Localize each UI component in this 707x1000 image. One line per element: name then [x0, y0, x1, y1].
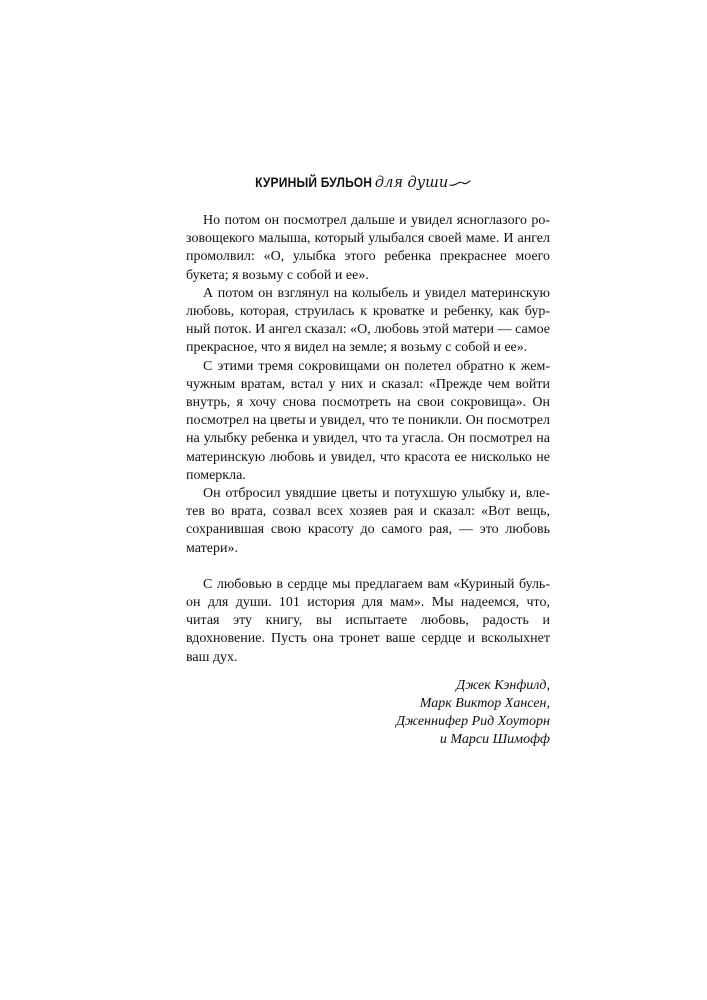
signature-block	[186, 677, 550, 750]
swash-ornament	[449, 178, 471, 188]
signature-line: и Марси Шимофф	[439, 732, 550, 748]
running-head	[0, 174, 707, 192]
running-head-subtitle: для души	[374, 175, 449, 191]
signature-line: Джек Кэнфилд,	[456, 677, 550, 693]
signature-line: Марк Виктор Хансен,	[419, 696, 550, 712]
body-text	[186, 212, 550, 750]
paragraph-spacer	[186, 558, 550, 576]
paragraph: С этими тремя сокровищами он полетел обратно к жемчужным вратам, встал у них и сказал: «Прежде чем войти внутрь, я хочу снова посмотреть на свои сокровища». Он посмотрел на цветы и увидел, что те поникли. Он посмотрел на улыбку ребенка и увидел, что та угасла. Он посмотрел на материнскую любовь и увидел, что красота ее нисколько не померкла.	[186, 358, 550, 483]
paragraph: А потом он взглянул на колыбель и увидел материнскую любовь, которая, струилась к кроватке и ребенку, как бурный поток. И ангел сказал: «О, любовь этой матери — самое прекрасное, что я видел на земле; я возьму с собой и ее».	[186, 285, 550, 356]
running-head-title: КУРИНЫЙ БУЛЬОН	[254, 174, 372, 190]
signature-line: Дженнифер Рид Хоуторн	[396, 714, 550, 730]
paragraph: Но потом он посмотрел дальше и увидел ясноглазого розовощекого малыша, который улыбался своей маме. И ангел промолвил: «О, улыбка этого ребенка прекраснее моего букета; я возьму с собой и ее».	[186, 213, 550, 283]
paragraph: Он отбросил увядшие цветы и потухшую улыбку и, влетев во врата, созвал всех хозяев рая и сказал: «Вот вещь, сохранившая свою красоту до самого рая, — это любовь матери».	[186, 486, 550, 556]
closing-paragraph: С любовью в сердце мы предлагаем вам «Куриный бульон для души. 101 история для мам». Мы надеемся, что, читая эту книгу, вы испытаете любовь, радость и вдохновение. Пусть она тронет ваше сердце и всколыхнет ваш дух.	[186, 576, 550, 665]
